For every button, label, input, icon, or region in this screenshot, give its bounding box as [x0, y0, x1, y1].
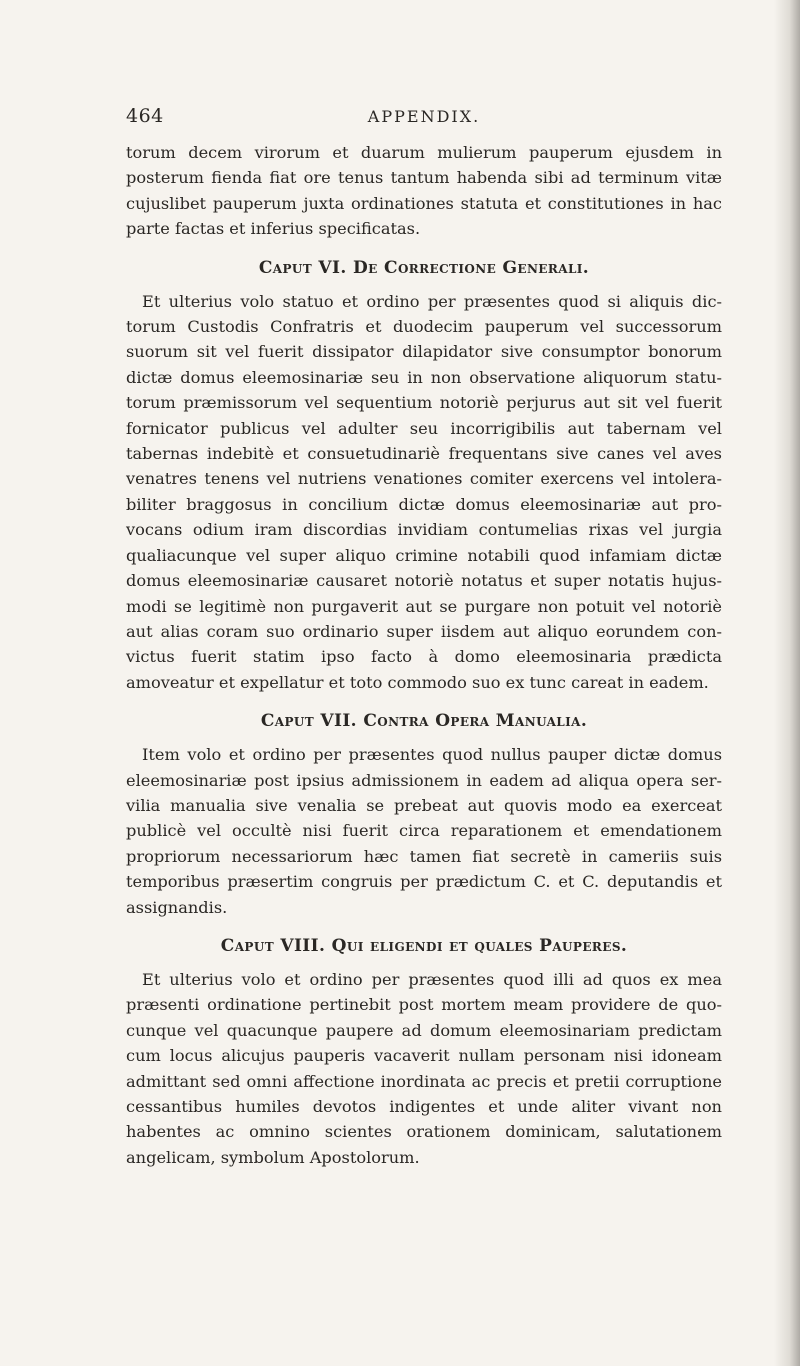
paragraph-election: Et ulterius volo et ordino per præsentes quod illi ad quos ex mea præsenti ordinatione pertinebit post mortem meam providere de quocunque vel quacunque paupere ad domum eleemosinariam predictam cum locus alicujus pauperis vacaverit nullam personam nisi idoneam admittant sed omni affectione inordinata ac precis et pretii corruptione cessantibus humiles devotos indigentes et unde aliter vivant non habentes ac omnino scientes orationem dominicam, salutationem angelicam, symbolum Apostolorum. — [126, 969, 722, 1167]
text-block — [126, 140, 722, 1170]
paragraph-manual-work: Item volo et ordino per præsentes quod nullus pauper dictæ domus eleemosinariæ post ipsius admissionem in eadem ad aliqua opera servilia manualia sive venalia se prebeat aut quovis modo ea exerceat publicè vel occultè nisi fuerit circa reparationem et emendationem propriorum necessariorum hæc tamen fiat secretè in cameriis suis temporibus præsertim congruis per prædictum C. et C. deputandis et assignandis. — [126, 745, 722, 917]
running-title: APPENDIX. — [367, 107, 481, 126]
paragraph-continuation: torum decem virorum et duarum mulierum pauperum ejusdem in posterum fienda fiat ore tenus tantum habenda sibi ad terminum vitæ cujuslibet pauperum juxta ordinationes statuta et constitutiones in hac parte factas et inferius specificatas. — [126, 143, 722, 239]
binding-shadow — [774, 0, 800, 1366]
chapter-heading-vi: Caput VI. De Correctione Generali. — [258, 257, 590, 278]
chapter-heading-viii: Caput VIII. Qui eligendi et quales Pauperes. — [220, 935, 628, 956]
running-head — [126, 105, 722, 141]
page-number: 464 — [126, 105, 164, 127]
paragraph-correction: Et ulterius volo statuo et ordino per præsentes quod si aliquis dictorum Custodis Confratris et duodecim pauperum vel successorum suorum sit vel fuerit dissipator dilapidator sive consumptor bonorum dictæ domus eleemosinariæ seu in non observatione aliquorum statutorum præmissorum vel sequentium notoriè perjurus aut sit vel fuerit fornicator publicus vel adulter seu incorrigibilis aut tabernam vel tabernas indebitè et consuetudinariè frequentans sive canes vel aves venatres tenens vel nutriens venationes comiter exercens vel intolerabiliter braggosus in concilium dictæ domus eleemosinariæ aut provocans odium iram discordias invidiam contumelias rixas vel jurgia qualiacunque vel super aliquo crimine notabili quod infamiam dictæ domus eleemosinariæ causaret notoriè notatus et super notatis hujusmodi se legitimè non purgaverit aut se purgare non potuit vel notoriè aut alias coram suo ordinario super iisdem aut aliquo eorundem convictus fuerit statim ipso facto à domo eleemosinaria prædicta amoveatur et expellatur et toto commodo suo ex tunc careat in eadem. — [126, 291, 722, 692]
chapter-heading-vii: Caput VII. Contra Opera Manualia. — [260, 711, 588, 732]
